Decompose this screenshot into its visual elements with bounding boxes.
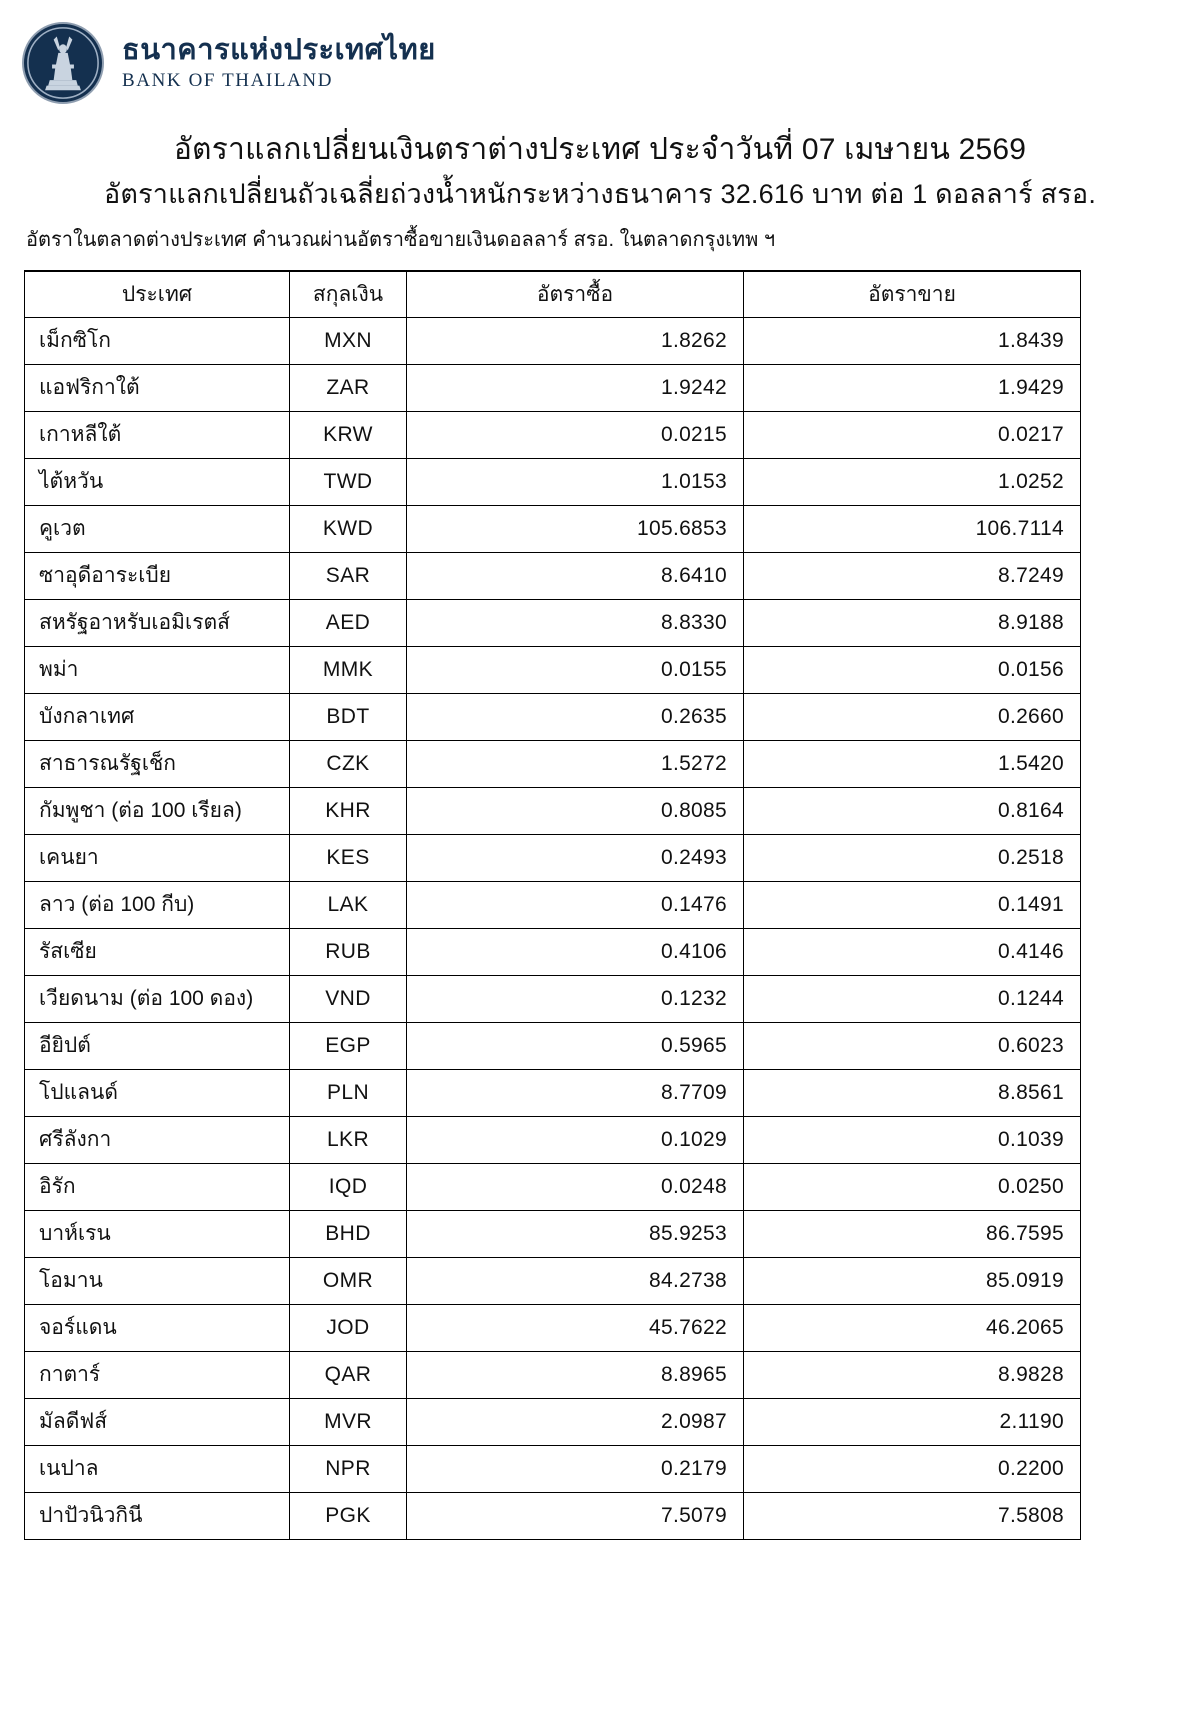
cell-buy-rate: 0.0248	[407, 1163, 744, 1210]
cell-currency: KHR	[290, 787, 407, 834]
cell-country: อียิปต์	[25, 1022, 290, 1069]
cell-sell-rate: 8.9188	[744, 599, 1081, 646]
cell-sell-rate: 1.0252	[744, 458, 1081, 505]
table-row	[25, 411, 1081, 458]
cell-buy-rate: 8.8330	[407, 599, 744, 646]
cell-sell-rate: 8.8561	[744, 1069, 1081, 1116]
cell-country: คูเวต	[25, 505, 290, 552]
table-row	[25, 928, 1081, 975]
cell-sell-rate: 0.0250	[744, 1163, 1081, 1210]
table-row	[25, 1257, 1081, 1304]
cell-currency: PLN	[290, 1069, 407, 1116]
table-row	[25, 693, 1081, 740]
cell-sell-rate: 0.1491	[744, 881, 1081, 928]
cell-country: จอร์แดน	[25, 1304, 290, 1351]
cell-buy-rate: 1.8262	[407, 317, 744, 364]
cell-buy-rate: 105.6853	[407, 505, 744, 552]
table-row	[25, 552, 1081, 599]
cell-currency: BDT	[290, 693, 407, 740]
table-row	[25, 881, 1081, 928]
cell-buy-rate: 1.5272	[407, 740, 744, 787]
cell-country: โอมาน	[25, 1257, 290, 1304]
cell-currency: CZK	[290, 740, 407, 787]
table-row	[25, 646, 1081, 693]
cell-sell-rate: 8.7249	[744, 552, 1081, 599]
cell-sell-rate: 0.2200	[744, 1445, 1081, 1492]
cell-sell-rate: 0.1244	[744, 975, 1081, 1022]
cell-buy-rate: 0.8085	[407, 787, 744, 834]
cell-currency: MMK	[290, 646, 407, 693]
cell-buy-rate: 0.1232	[407, 975, 744, 1022]
cell-currency: SAR	[290, 552, 407, 599]
table-row	[25, 505, 1081, 552]
cell-country: ศรีลังกา	[25, 1116, 290, 1163]
table-row	[25, 1351, 1081, 1398]
table-row	[25, 1163, 1081, 1210]
table-row	[25, 1304, 1081, 1351]
column-header-country: ประเทศ	[25, 271, 290, 317]
cell-sell-rate: 0.1039	[744, 1116, 1081, 1163]
exchange-rate-table	[24, 270, 1081, 1540]
cell-sell-rate: 1.8439	[744, 317, 1081, 364]
brand-text	[122, 35, 436, 91]
table-row	[25, 975, 1081, 1022]
cell-country: โปแลนด์	[25, 1069, 290, 1116]
cell-sell-rate: 0.8164	[744, 787, 1081, 834]
cell-currency: IQD	[290, 1163, 407, 1210]
table-row	[25, 364, 1081, 411]
foreign-market-note: อัตราในตลาดต่างประเทศ คำนวณผ่านอัตราซื้อขายเงินดอลลาร์ สรอ. ในตลาดกรุงเทพ ฯ	[26, 229, 776, 251]
cell-currency: QAR	[290, 1351, 407, 1398]
cell-country: สหรัฐอาหรับเอมิเรตส์	[25, 599, 290, 646]
cell-sell-rate: 0.0156	[744, 646, 1081, 693]
cell-country: แอฟริกาใต้	[25, 364, 290, 411]
table-row	[25, 317, 1081, 364]
cell-country: ไต้หวัน	[25, 458, 290, 505]
table-row	[25, 599, 1081, 646]
cell-buy-rate: 1.0153	[407, 458, 744, 505]
cell-country: เคนยา	[25, 834, 290, 881]
cell-sell-rate: 7.5808	[744, 1492, 1081, 1539]
cell-sell-rate: 85.0919	[744, 1257, 1081, 1304]
cell-buy-rate: 0.2635	[407, 693, 744, 740]
cell-buy-rate: 45.7622	[407, 1304, 744, 1351]
cell-buy-rate: 2.0987	[407, 1398, 744, 1445]
cell-country: รัสเซีย	[25, 928, 290, 975]
cell-currency: JOD	[290, 1304, 407, 1351]
bank-of-thailand-seal-icon	[22, 22, 104, 104]
cell-buy-rate: 8.8965	[407, 1351, 744, 1398]
column-header-currency: สกุลเงิน	[290, 271, 407, 317]
page-header	[0, 0, 1200, 110]
table-row	[25, 1445, 1081, 1492]
cell-buy-rate: 8.7709	[407, 1069, 744, 1116]
cell-currency: PGK	[290, 1492, 407, 1539]
cell-country: อิรัก	[25, 1163, 290, 1210]
brand-name-english: BANK OF THAILAND	[122, 70, 334, 92]
cell-country: ปาปัวนิวกินี	[25, 1492, 290, 1539]
table-row	[25, 1069, 1081, 1116]
cell-buy-rate: 7.5079	[407, 1492, 744, 1539]
cell-buy-rate: 0.2179	[407, 1445, 744, 1492]
cell-sell-rate: 8.9828	[744, 1351, 1081, 1398]
cell-currency: OMR	[290, 1257, 407, 1304]
cell-currency: ZAR	[290, 364, 407, 411]
cell-buy-rate: 0.0215	[407, 411, 744, 458]
cell-sell-rate: 106.7114	[744, 505, 1081, 552]
cell-country: กัมพูชา (ต่อ 100 เรียล)	[25, 787, 290, 834]
exchange-rate-table-body	[25, 317, 1081, 1539]
cell-country: บังกลาเทศ	[25, 693, 290, 740]
cell-buy-rate: 0.2493	[407, 834, 744, 881]
cell-currency: MXN	[290, 317, 407, 364]
cell-buy-rate: 1.9242	[407, 364, 744, 411]
cell-sell-rate: 86.7595	[744, 1210, 1081, 1257]
cell-country: เวียดนาม (ต่อ 100 ดอง)	[25, 975, 290, 1022]
cell-currency: TWD	[290, 458, 407, 505]
document-titles	[0, 128, 1200, 254]
cell-currency: RUB	[290, 928, 407, 975]
cell-buy-rate: 0.0155	[407, 646, 744, 693]
cell-country: กาตาร์	[25, 1351, 290, 1398]
cell-sell-rate: 1.5420	[744, 740, 1081, 787]
cell-sell-rate: 0.6023	[744, 1022, 1081, 1069]
table-header-row	[25, 271, 1081, 317]
cell-country: เนปาล	[25, 1445, 290, 1492]
cell-buy-rate: 85.9253	[407, 1210, 744, 1257]
column-header-sell-rate: อัตราขาย	[744, 271, 1081, 317]
table-row	[25, 1210, 1081, 1257]
exchange-rate-table-wrapper	[24, 270, 1176, 1540]
cell-sell-rate: 0.4146	[744, 928, 1081, 975]
table-row	[25, 1492, 1081, 1539]
page-title: อัตราแลกเปลี่ยนเงินตราต่างประเทศ ประจำวันที่ 07 เมษายน 2569	[173, 133, 1027, 166]
cell-currency: MVR	[290, 1398, 407, 1445]
cell-currency: KRW	[290, 411, 407, 458]
cell-currency: EGP	[290, 1022, 407, 1069]
cell-country: สาธารณรัฐเช็ก	[25, 740, 290, 787]
table-row	[25, 458, 1081, 505]
table-row	[25, 787, 1081, 834]
cell-sell-rate: 2.1190	[744, 1398, 1081, 1445]
cell-currency: NPR	[290, 1445, 407, 1492]
cell-country: ลาว (ต่อ 100 กีบ)	[25, 881, 290, 928]
cell-sell-rate: 46.2065	[744, 1304, 1081, 1351]
cell-buy-rate: 8.6410	[407, 552, 744, 599]
table-row	[25, 1398, 1081, 1445]
cell-sell-rate: 1.9429	[744, 364, 1081, 411]
cell-country: ซาอุดีอาระเบีย	[25, 552, 290, 599]
cell-currency: AED	[290, 599, 407, 646]
cell-buy-rate: 0.1029	[407, 1116, 744, 1163]
cell-currency: BHD	[290, 1210, 407, 1257]
cell-buy-rate: 84.2738	[407, 1257, 744, 1304]
cell-buy-rate: 0.1476	[407, 881, 744, 928]
cell-sell-rate: 0.2660	[744, 693, 1081, 740]
cell-currency: LKR	[290, 1116, 407, 1163]
cell-currency: VND	[290, 975, 407, 1022]
cell-country: บาห์เรน	[25, 1210, 290, 1257]
table-row	[25, 1022, 1081, 1069]
cell-currency: KWD	[290, 505, 407, 552]
cell-sell-rate: 0.0217	[744, 411, 1081, 458]
interbank-rate-line: อัตราแลกเปลี่ยนถัวเฉลี่ยถ่วงน้ำหนักระหว่างธนาคาร 32.616 บาท ต่อ 1 ดอลลาร์ สรอ.	[103, 178, 1097, 209]
cell-country: พม่า	[25, 646, 290, 693]
table-row	[25, 740, 1081, 787]
cell-country: เม็กซิโก	[25, 317, 290, 364]
cell-buy-rate: 0.5965	[407, 1022, 744, 1069]
column-header-buy-rate: อัตราซื้อ	[407, 271, 744, 317]
cell-sell-rate: 0.2518	[744, 834, 1081, 881]
cell-country: มัลดีฟส์	[25, 1398, 290, 1445]
table-row	[25, 834, 1081, 881]
cell-currency: LAK	[290, 881, 407, 928]
cell-buy-rate: 0.4106	[407, 928, 744, 975]
cell-country: เกาหลีใต้	[25, 411, 290, 458]
cell-currency: KES	[290, 834, 407, 881]
table-row	[25, 1116, 1081, 1163]
brand-name-thai: ธนาคารแห่งประเทศไทย	[122, 33, 436, 66]
